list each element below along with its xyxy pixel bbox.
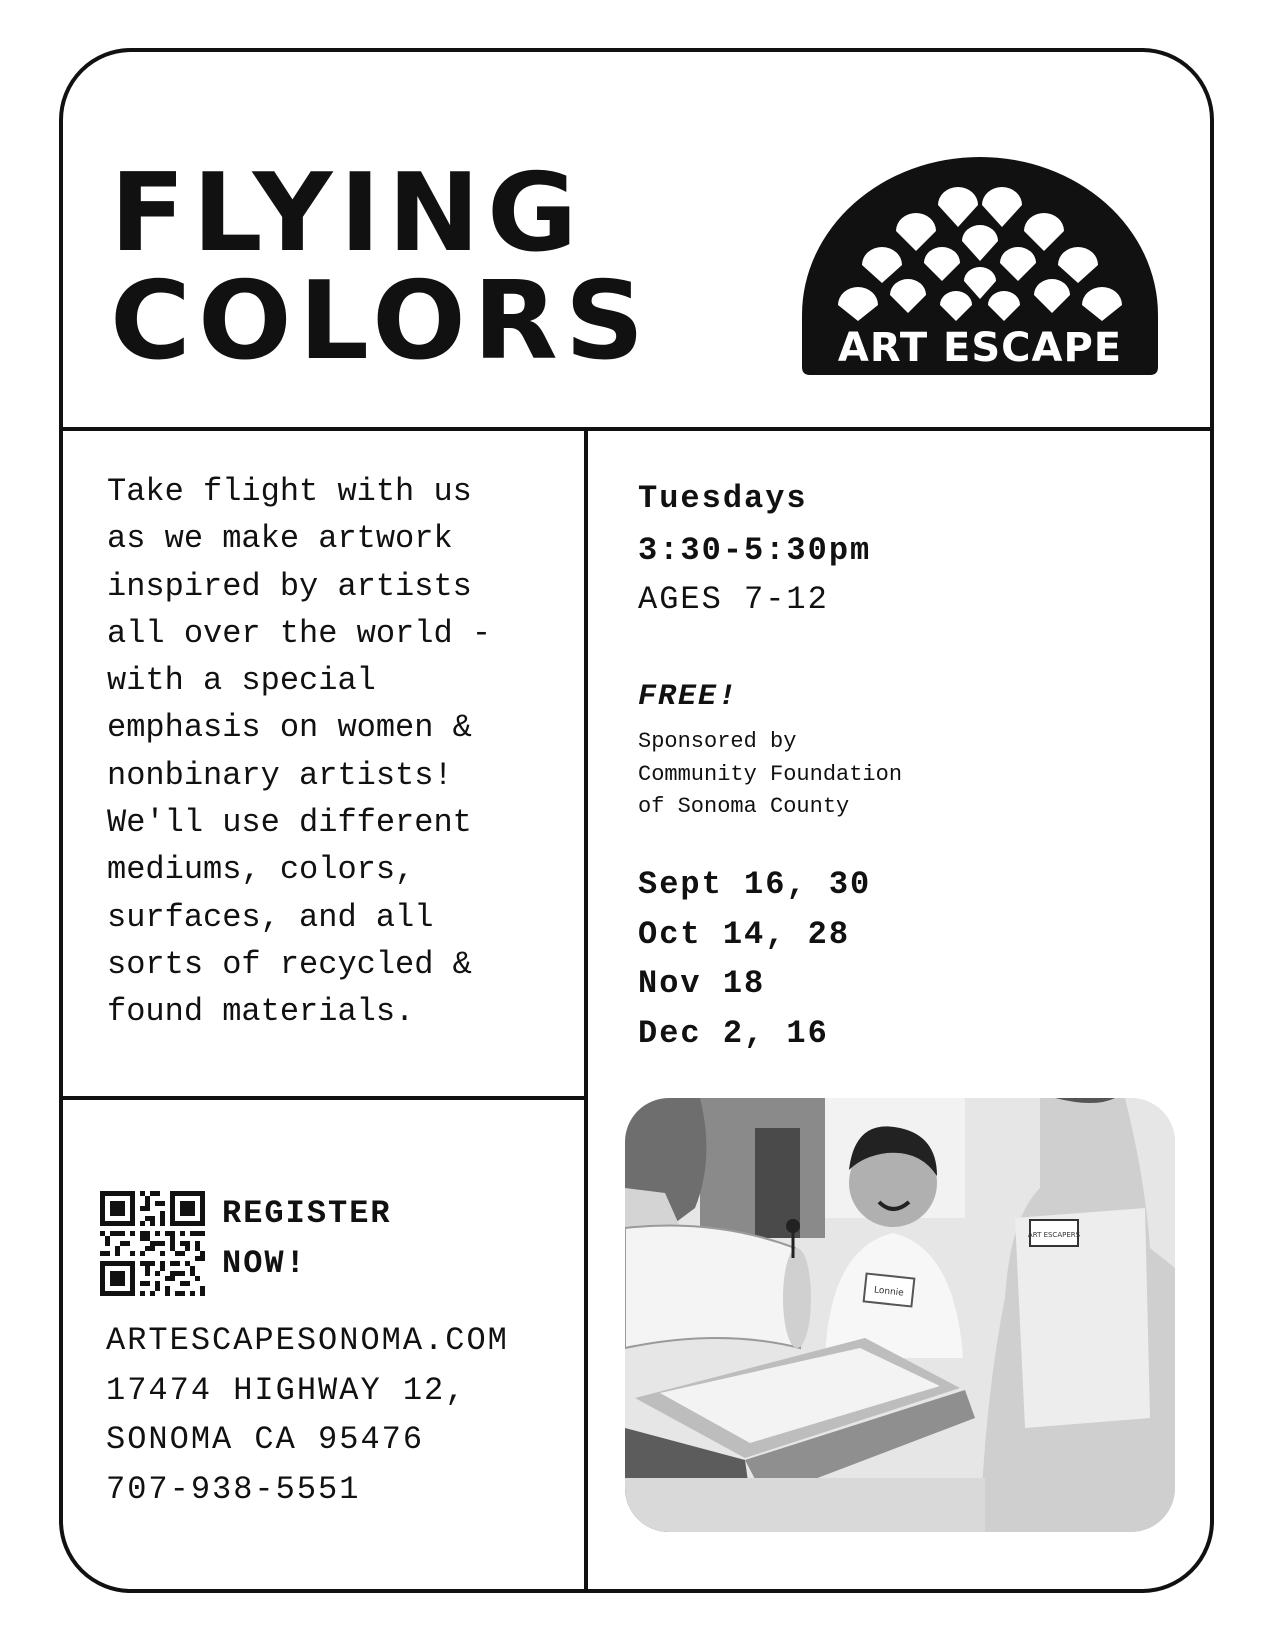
session-dates <box>638 860 871 1058</box>
left-panel-divider <box>61 1096 584 1100</box>
date-line-sept: Sept 16, 30 <box>638 866 872 903</box>
register-line-2: NOW! <box>222 1245 307 1282</box>
photo-apron-text: ART ESCAPERS <box>1027 1231 1081 1239</box>
date-line-nov: Nov 18 <box>638 965 766 1002</box>
art-escape-logo <box>800 155 1160 380</box>
register-callout <box>222 1189 392 1289</box>
title-line-1: FLYING <box>110 151 585 276</box>
schedule-day-time <box>638 473 871 577</box>
street-address: 17474 HIGHWAY 12, <box>106 1371 467 1409</box>
schedule-day: Tuesdays <box>638 480 808 517</box>
price-label: FREE! <box>638 680 739 714</box>
date-line-dec: Dec 2, 16 <box>638 1014 829 1052</box>
contact-block <box>106 1316 509 1514</box>
phone-number[interactable]: 707-938-5551 <box>106 1470 361 1508</box>
sponsor-text: Sponsored by Community Foundation of Sonoma County <box>638 729 903 819</box>
photo-roller <box>625 1226 800 1349</box>
schedule-time: 3:30-5:30pm <box>638 532 872 569</box>
photo-name-tag-text: Lonnie <box>873 1285 905 1299</box>
register-line-1: REGISTER <box>222 1195 392 1232</box>
city-address: SONOMA CA 95476 <box>106 1421 425 1458</box>
header-divider <box>61 427 1212 431</box>
program-description: Take flight with us as we make artwork inspired by artists all over the world - with a special emphasis on women & nonbinary artists! We'll use different mediums, colors, surfaces, and all sorts of recycled & found materials. <box>107 473 492 1031</box>
website-link[interactable]: ARTESCAPESONOMA.COM <box>106 1322 509 1359</box>
logo-text: ART ESCAPE <box>837 325 1123 371</box>
age-range: AGES 7-12 <box>638 581 829 618</box>
qr-code[interactable] <box>100 1191 205 1296</box>
title-line-2: COLORS <box>110 259 652 384</box>
class-photo <box>625 1098 1175 1532</box>
date-line-oct: Oct 14, 28 <box>638 915 851 953</box>
flyer-title <box>110 151 652 384</box>
center-divider <box>584 429 588 1593</box>
